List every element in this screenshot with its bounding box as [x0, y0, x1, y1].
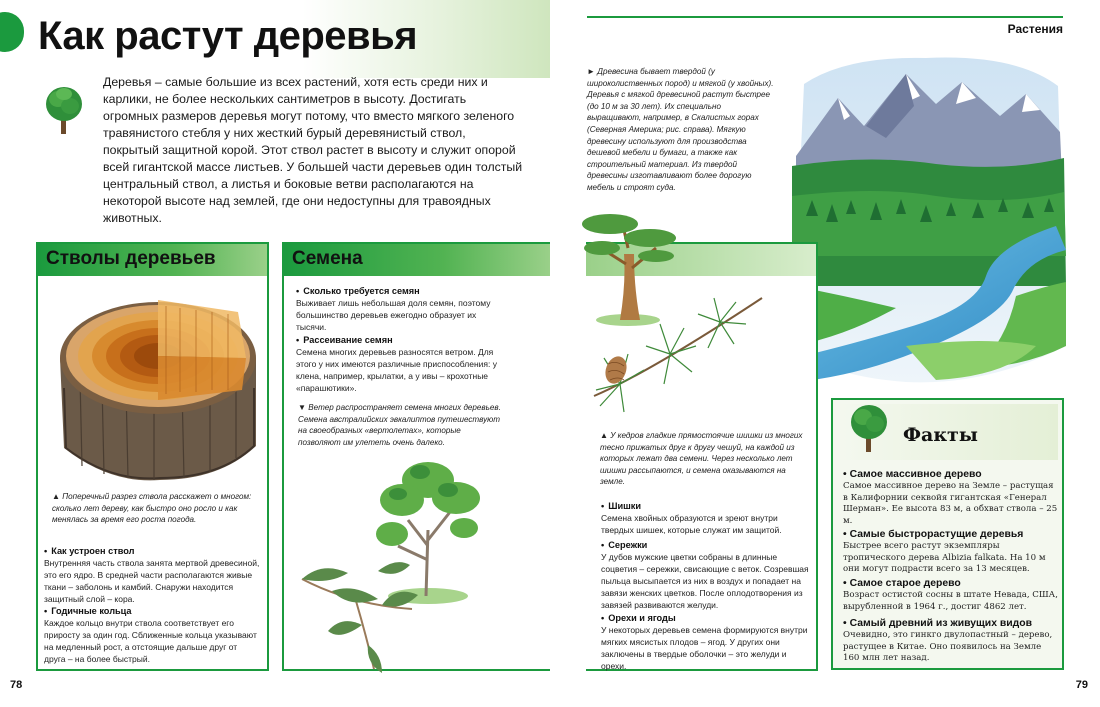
trunk-structure-text: Внутренняя часть ствола занята мертвой древесиной, это его ядро. В средней части располагаются живые ткани – заболонь и камбий. Снаружи находится защитный слой – кора.	[44, 558, 260, 604]
facts-tree-icon	[847, 402, 891, 454]
seeds-panel-title: Семена	[292, 248, 363, 269]
catkins-title: • Сережки	[601, 539, 809, 551]
eucalyptus-branch-illustration	[292, 555, 424, 675]
mountain-forest-illustration	[786, 46, 1070, 390]
trunk-structure-title: • Как устроен ствол	[44, 545, 260, 557]
trunk-caption: ▲ Поперечный разрез ствола расскажет о многом: сколько лет дереву, как быстро оно росло и как менялась за время его роста погода.	[52, 492, 252, 525]
catkins-item	[601, 539, 809, 611]
fact-ancient-species-title: • Самый древний из живущих видов	[843, 617, 1058, 630]
wind-caption: ▼ Ветер распространяет семена многих деревьев. Семена австралийских эвкалиптов путешествуют на своеобразных «вертолетах», которые позволяют им улететь очень далеко.	[298, 403, 501, 447]
section-label: Растения	[1007, 22, 1063, 36]
fact-fast-growing	[843, 528, 1058, 576]
fact-ancient-species	[843, 617, 1058, 665]
fact-oldest-tree-text: Возраст остистой сосны в штате Невада, США, вырубленной в 1964 г., достиг 4862 лет.	[843, 590, 1058, 612]
pine-branch-illustration	[590, 292, 766, 416]
facts-panel	[831, 398, 1064, 670]
nuts-berries-title: • Орехи и ягоды	[601, 612, 809, 624]
cone-caption: ▲ У кедров гладкие прямостоячие шишки из многих тесно прижатых друг к другу чешуй, на каждой из которых лежат два семени. Через несколько лет шишки рассыпаются, и семена оказываются на земле.	[600, 431, 803, 487]
nuts-berries-item	[601, 612, 809, 672]
fact-oldest-tree	[843, 577, 1058, 613]
fact-fast-growing-title: • Самые быстрорастущие деревья	[843, 528, 1058, 541]
trunk-cross-section-illustration	[50, 288, 266, 488]
seeds-panel-header	[284, 244, 550, 276]
annual-rings-title: • Годичные кольца	[44, 605, 260, 617]
fact-ancient-species-text: Очевидно, это гинкго двулопастный – дерево, растущее в Китае. Оно появилось на Земле 160 млн лет назад.	[843, 630, 1053, 664]
fact-massive-tree-text: Самое массивное дерево на Земле – растущая в Калифорнии секвойя гигантская «Генерал Шерман». Ее высота 83 м, а обхват ствола – 25 м.	[843, 481, 1058, 526]
nuts-berries-text: У некоторых деревьев семена формируются внутри мягких мясистых плодов – ягод. У других они заключены в твердые оболочки – это желуди и орехи.	[601, 625, 808, 671]
seeds-count-text: Выживает лишь небольшая доля семян, поэтому большинство деревьев ежегодно образует их тысячи.	[296, 298, 491, 332]
annual-rings-item	[44, 605, 260, 665]
fact-massive-tree	[843, 468, 1058, 527]
trunks-panel-header	[38, 244, 267, 276]
cones-title: • Шишки	[601, 500, 809, 512]
annual-rings-text: Каждое кольцо внутри ствола соответствует его приросту за один год. Сближенные кольца указывают на медленный рост, а отстоящие дальше друг от друга – на более быстрый.	[44, 618, 257, 664]
cones-text: Семена хвойных образуются и зреют внутри твердых шишек, которые служат им защитой.	[601, 513, 782, 535]
fact-massive-tree-title: • Самое массивное дерево	[843, 468, 1058, 481]
seed-dispersal-item	[296, 334, 502, 394]
cones-item	[601, 500, 809, 536]
page-title: Как растут деревья	[38, 14, 418, 58]
seed-dispersal-title: • Рассеивание семян	[296, 334, 502, 346]
fact-oldest-tree-title: • Самое старое дерево	[843, 577, 1058, 590]
facts-title: Факты	[903, 424, 978, 446]
seed-dispersal-text: Семена многих деревьев разносятся ветром. Для этого у них имеются различные приспособления: у клена, например, крылатки, а у ивы – крохотные «парашютики».	[296, 347, 497, 393]
page-number-right: 79	[1075, 679, 1088, 691]
tree-icon	[42, 84, 86, 136]
catkins-text: У дубов мужские цветки собраны в длинные соцветия – сережки, свисающие с веток. Созревшая пыльца высыпается из них в воздух и попадает на завязи женских цветков. После оплодотворения из завязей развиваются желуди.	[601, 552, 809, 610]
section-rule	[587, 16, 1063, 18]
trunks-panel-title: Стволы деревьев	[46, 248, 216, 269]
seeds-count-title: • Сколько требуется семян	[296, 285, 502, 297]
page-number-left: 78	[10, 679, 23, 691]
seeds-count-item	[296, 285, 502, 333]
wood-caption: ► Древесина бывает твердой (у широколиственных пород) и мягкой (у хвойных). Деревья с мягкой древесиной растут быстрее (до 10 м за 30 лет). Их специально выращивают, например, в Скалистых горах (Северная Америка; рис. справа). Мягкую древесину используют для производства дешевой мебели и бумаги, а также как строительный материал. Из твердой древесины изготавливают более дорогую мебель и строят суда.	[587, 67, 774, 192]
intro-text: Деревья – самые большие из всех растений, хотя есть среди них и карлики, не более нескольких сантиметров в высоту. Достигать огромных размеров деревья могут потому, что вместо мягкого зеленого травянистого стебля у них жесткий бурый деревянистый ствол, покрытый защитной корой. Этот ствол растет в высоту и служит опорой всей гигантской массе листьев. У большей части деревьев один толстый центральный ствол, а листья и боковые ветви располагаются на некоторой высоте над землей, где они недоступны для травоядных животных.	[103, 75, 523, 225]
trunk-structure-item	[44, 545, 260, 605]
fact-fast-growing-text: Быстрее всего растут экземпляры тропического дерева Albizia falkata. На 10 м они могут подрасти всего за 13 месяцев.	[843, 541, 1046, 575]
